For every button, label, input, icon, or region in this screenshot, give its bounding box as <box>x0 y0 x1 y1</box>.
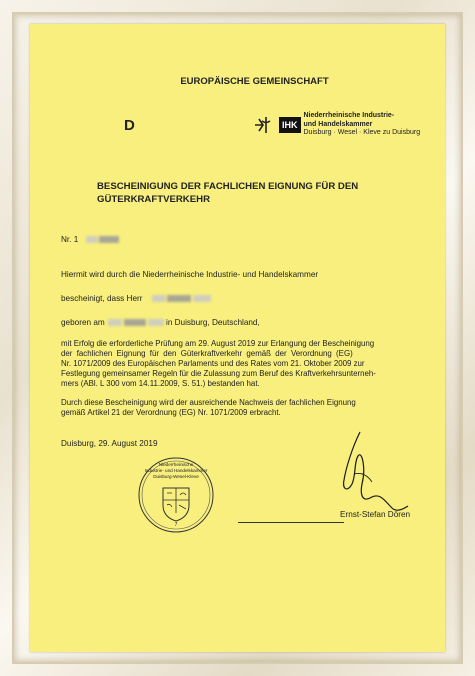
paragraph1-line4: Festlegung gemeinsamer Regeln für die Zulassung zum Beruf des Kraftverkehrsunterneh- <box>61 369 376 378</box>
born-label: geboren am <box>61 318 105 327</box>
paragraph1-line1: mit Erfolg die erforderliche Prüfung am 29. August 2019 zur Erlangung der Bescheinigung <box>61 339 375 348</box>
paragraph1-line5: mers (ABl. L 300 vom 14.11.2009, S. 51.) bestanden hat. <box>61 379 260 388</box>
ihk-badge: IHK <box>279 117 301 133</box>
certificate-title-line2: GÜTERKRAFTVERKEHR <box>97 194 210 205</box>
redacted-name-1 <box>152 295 166 302</box>
ihk-name <box>304 112 421 138</box>
ihk-line2: und Handelskammer <box>303 120 373 128</box>
certified-label: bescheinigt, dass Herr <box>61 294 143 303</box>
country-code: D <box>124 117 135 134</box>
redacted-number <box>86 236 98 243</box>
intro-text: Hiermit wird durch die Niederrheinische Industrie- und Handelskammer <box>61 270 319 279</box>
certificate-number-label: Nr. 1 <box>61 235 79 244</box>
certificate-title-line1: BESCHEINIGUNG DER FACHLICHEN EIGNUNG FÜR DEN <box>97 181 359 192</box>
paragraph2-line2: gemäß Artikel 21 der Verordnung (EG) Nr. 1071/2009 erbracht. <box>61 408 281 417</box>
born-place: in Duisburg, Deutschland, <box>166 318 260 327</box>
seal-number: 7 <box>174 522 178 528</box>
seal-line3: Duisburg-Wesel-Kleve <box>153 474 199 479</box>
seal-line2: Industrie- und Handelskammer <box>144 468 208 473</box>
redacted-number-2 <box>99 236 119 243</box>
redacted-birthdate-3 <box>148 319 164 326</box>
coat-of-arms-icon <box>163 488 189 521</box>
handwritten-signature <box>332 428 422 518</box>
ihk-line1: Niederrheinische Industrie- <box>303 112 395 119</box>
place-date: Duisburg, 29. August 2019 <box>61 439 158 448</box>
paragraph1-line2: der fachlichen Eignung für den Güterkraftverkehr gemäß der Verordnung (EG) <box>61 349 353 358</box>
redacted-birthdate-1 <box>108 319 122 326</box>
redacted-name-2 <box>167 295 191 302</box>
ihk-line3: Duisburg · Wesel · Kleve zu Duisburg <box>303 129 421 136</box>
paragraph2-line1: Durch diese Bescheinigung wird der ausreichende Nachweis der fachlichen Eignung <box>61 398 356 407</box>
paragraph1-line3: Nr. 1071/2009 des Europäischen Parlaments und des Rates vom 21. Oktober 2009 zur <box>61 359 365 368</box>
ihk-emblem-icon <box>253 115 279 135</box>
ihk-logo <box>253 112 420 138</box>
redacted-birthdate-2 <box>124 319 146 326</box>
signature-line <box>238 522 344 523</box>
redacted-name-3 <box>193 295 211 302</box>
signatory-name: Ernst-Stefan Dören <box>340 510 411 519</box>
header-title: EUROPÄISCHE GEMEINSCHAFT <box>180 76 329 87</box>
seal-line1: Niederrheinische <box>158 462 194 467</box>
